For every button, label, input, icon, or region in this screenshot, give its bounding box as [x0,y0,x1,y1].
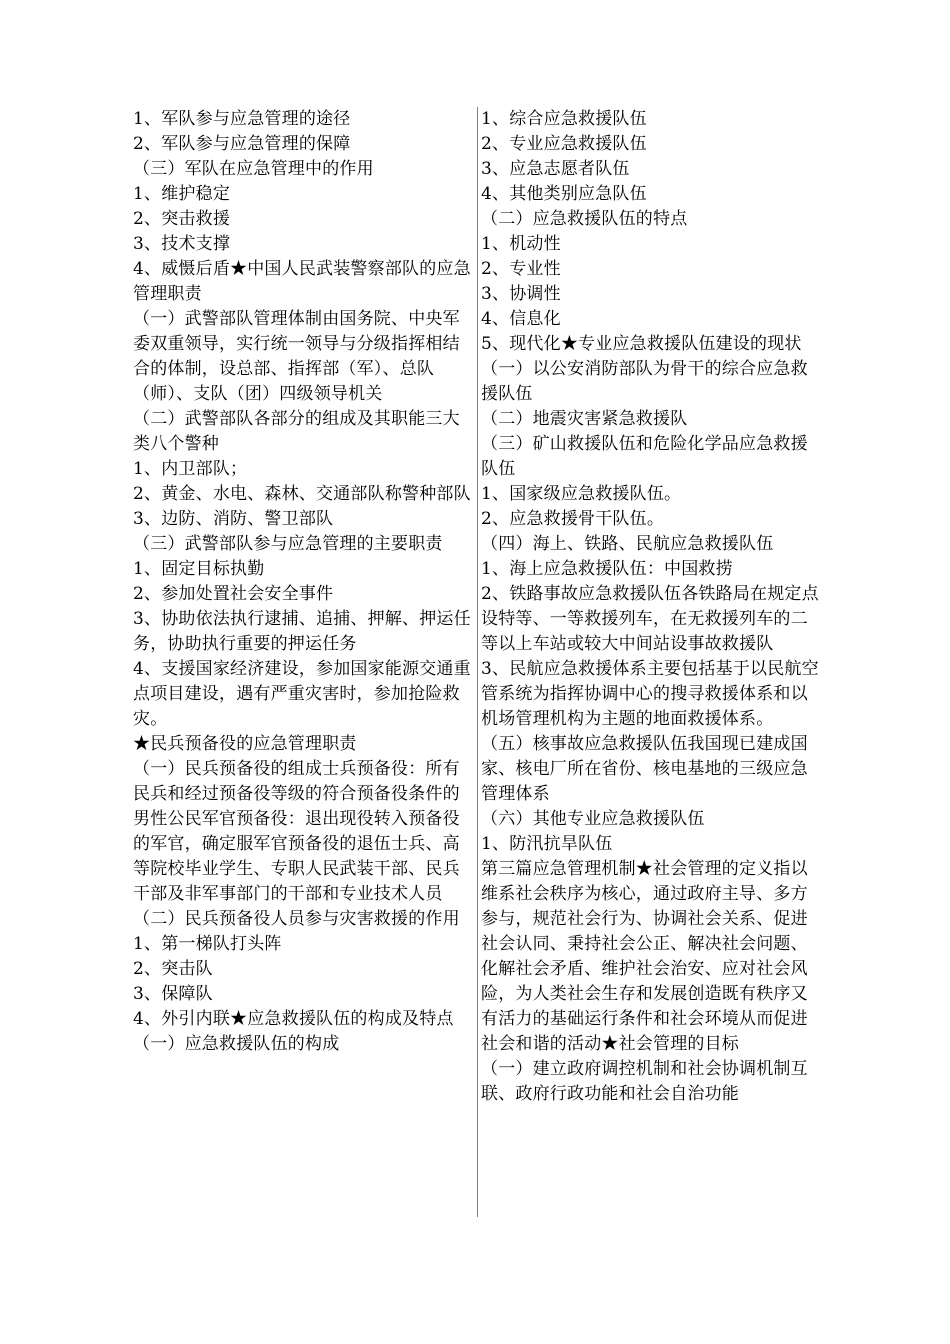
paragraph: ★民兵预备役的应急管理职责 [133,734,357,754]
paragraph: （三）矿山救援队伍和危险化学品应急救援队伍 [481,434,808,479]
paragraph: 2、专业应急救援队伍 [481,134,647,154]
paragraph: 4、外引内联★应急救援队伍的构成及特点 [133,1009,454,1029]
paragraph: 2、突击队 [133,959,213,979]
paragraph: 1、海上应急救援队伍：中国救捞 [481,559,733,579]
paragraph: （一）武警部队管理体制由国务院、中央军委双重领导，实行统一领导与分级指挥相结合的体制，设总部、指挥部（军）、总队（师）、支队（团）四级领导机关 [133,309,460,404]
paragraph: 4、威慑后盾★中国人民武装警察部队的应急管理职责 [133,259,471,304]
left-column [133,107,476,1057]
paragraph: 第三篇应急管理机制★社会管理的定义指以维系社会秩序为核心，通过政府主导、多方参与，规范社会行为、协调社会关系、促进社会认同、秉持社会公正、解决社会问题、化解社会矛盾、维护社会治安、应对社会风险，为人类社会生存和发展创造既有秩序又有活力的基础运行条件和社会环境从而促进社会和谐的活动★社会管理的目标 [481,859,808,1054]
paragraph: （一）应急救援队伍的构成 [133,1034,340,1054]
paragraph: （二）应急救援队伍的特点 [481,209,688,229]
paragraph: 5、现代化★专业应急救援队伍建设的现状 [481,334,802,354]
paragraph: （三）武警部队参与应急管理的主要职责 [133,534,443,554]
paragraph: （一）建立政府调控机制和社会协调机制互联、政府行政功能和社会自治功能 [481,1059,808,1104]
paragraph: 4、信息化 [481,309,561,329]
paragraph: 2、专业性 [481,259,561,279]
paragraph: 1、维护稳定 [133,184,231,204]
paragraph: 3、民航应急救援体系主要包括基于以民航空管系统为指挥协调中心的搜寻救援体系和以机场管理机构为主题的地面救援体系。 [481,659,819,729]
paragraph: 1、第一梯队打头阵 [133,934,282,954]
paragraph: 1、机动性 [481,234,561,254]
paragraph: 3、协调性 [481,284,561,304]
paragraph: 2、参加处置社会安全事件 [133,584,334,604]
paragraph: 3、应急志愿者队伍 [481,159,630,179]
paragraph: 1、内卫部队； [133,459,248,479]
paragraph: 3、保障队 [133,984,213,1004]
paragraph: 3、技术支撑 [133,234,231,254]
paragraph: 3、边防、消防、警卫部队 [133,509,334,529]
paragraph: 1、军队参与应急管理的途径 [133,109,351,129]
paragraph: （二）民兵预备役人员参与灾害救援的作用 [133,909,460,929]
paragraph: 1、固定目标执勤 [133,559,265,579]
column-divider [477,107,478,1217]
paragraph: 4、其他类别应急队伍 [481,184,647,204]
paragraph: （五）核事故应急救援队伍我国现已建成国家、核电厂所在省份、核电基地的三级应急管理体系 [481,734,808,804]
paragraph: 2、黄金、水电、森林、交通部队称警种部队 [133,484,471,504]
paragraph: 4、支援国家经济建设，参加国家能源交通重点项目建设，遇有严重灾害时，参加抢险救灾。 [133,659,471,729]
paragraph: （三）军队在应急管理中的作用 [133,159,374,179]
paragraph: （二）武警部队各部分的组成及其职能三大类八个警种 [133,409,460,454]
paragraph: 2、应急救援骨干队伍。 [481,509,665,529]
paragraph: （一）民兵预备役的组成士兵预备役：所有民兵和经过预备役等级的符合预备役条件的男性公民军官预备役：退出现役转入预备役的军官，确定服军官预备役的退伍士兵、高等院校毕业学生、专职人民武装干部、民兵干部及非军事部门的干部和专业技术人员 [133,759,460,904]
paragraph: 3、协助依法执行逮捕、追捕、押解、押运任务，协助执行重要的押运任务 [133,609,471,654]
paragraph: （二）地震灾害紧急救援队 [481,409,688,429]
right-column [481,107,823,1107]
paragraph: 1、国家级应急救援队伍。 [481,484,682,504]
paragraph: （一）以公安消防部队为骨干的综合应急救援队伍 [481,359,808,404]
paragraph: （六）其他专业应急救援队伍 [481,809,705,829]
paragraph: 2、突击救援 [133,209,231,229]
paragraph: 2、军队参与应急管理的保障 [133,134,351,154]
paragraph: 1、防汛抗旱队伍 [481,834,613,854]
paragraph: （四）海上、铁路、民航应急救援队伍 [481,534,774,554]
paragraph: 1、综合应急救援队伍 [481,109,647,129]
paragraph: 2、铁路事故应急救援队伍各铁路局在规定点设特等、一等救援列车，在无救援列车的二等以上车站或较大中间站设事故救援队 [481,584,819,654]
